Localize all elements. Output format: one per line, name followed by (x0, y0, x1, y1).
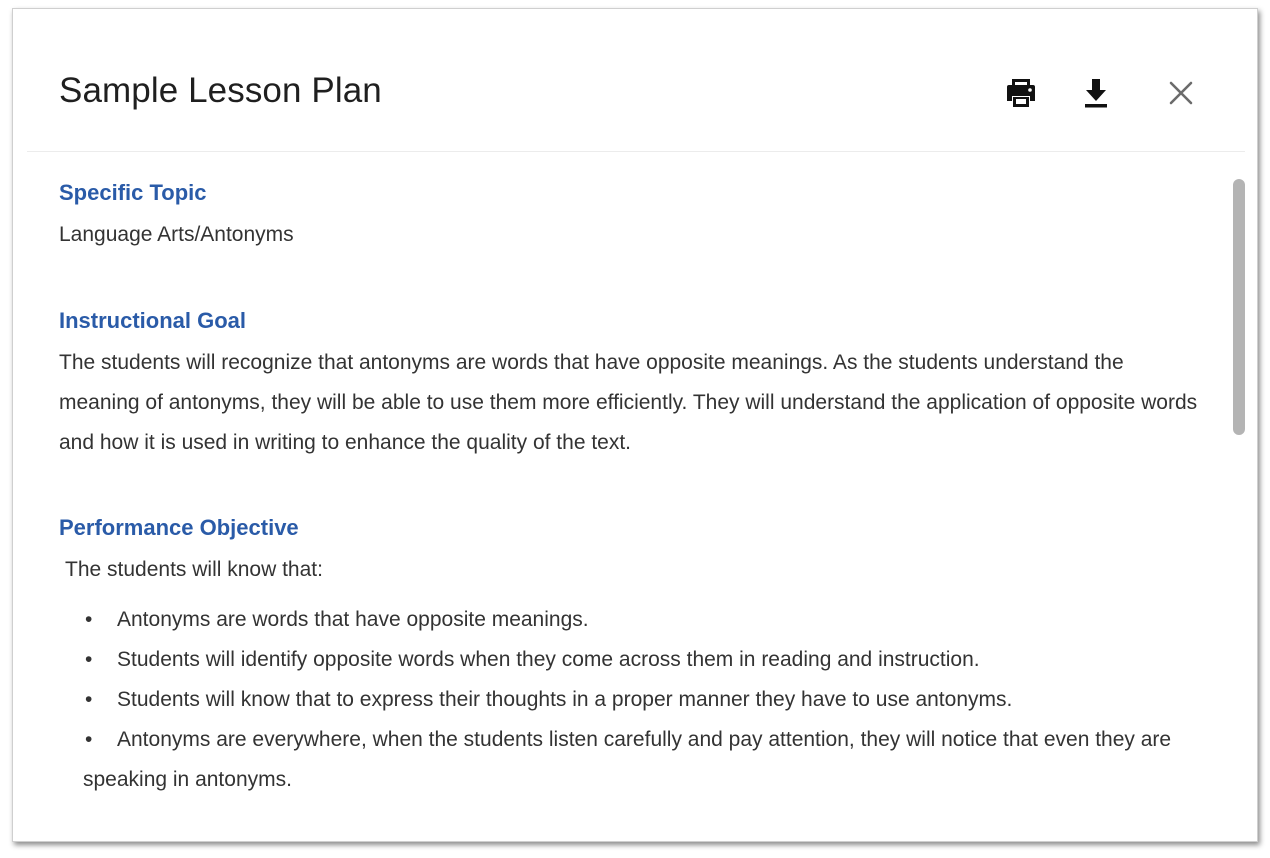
lesson-content (59, 175, 1209, 800)
close-icon (1168, 80, 1194, 106)
scrollbar-thumb[interactable] (1233, 179, 1245, 435)
lesson-plan-dialog (12, 8, 1258, 842)
list-item: • Students will know that to express their thoughts in a proper manner they have to use antonyms. (85, 688, 1013, 711)
topic-heading: Specific Topic (59, 180, 207, 205)
goal-body: The students will recognize that antonyms are words that have opposite meanings. As the students understand the meaning of antonyms, they will be able to use them more efficiently. They will understand the application of opposite words and how it is used in writing to enhance the quality of the text. (59, 351, 1198, 454)
objective-intro: The students will know that: (65, 558, 323, 581)
topic-body: Language Arts/Antonyms (59, 223, 294, 246)
dialog-title: Sample Lesson Plan (59, 71, 382, 110)
close-button[interactable] (1161, 73, 1201, 113)
download-icon (1082, 77, 1110, 109)
list-item: • Antonyms are everywhere, when the students listen carefully and pay attention, they will notice that even they are speaking in antonyms. (83, 728, 1172, 791)
objective-list (59, 600, 1209, 800)
objective-heading: Performance Objective (59, 515, 299, 540)
goal-heading: Instructional Goal (59, 308, 247, 333)
download-button[interactable] (1076, 73, 1116, 113)
list-item: • Antonyms are words that have opposite meanings. (85, 608, 589, 631)
header-divider (27, 151, 1245, 152)
list-item: • Students will identify opposite words when they come across them in reading and instruction. (85, 648, 980, 671)
printer-icon (1004, 77, 1038, 109)
print-button[interactable] (1001, 73, 1041, 113)
dialog-header (13, 9, 1257, 151)
